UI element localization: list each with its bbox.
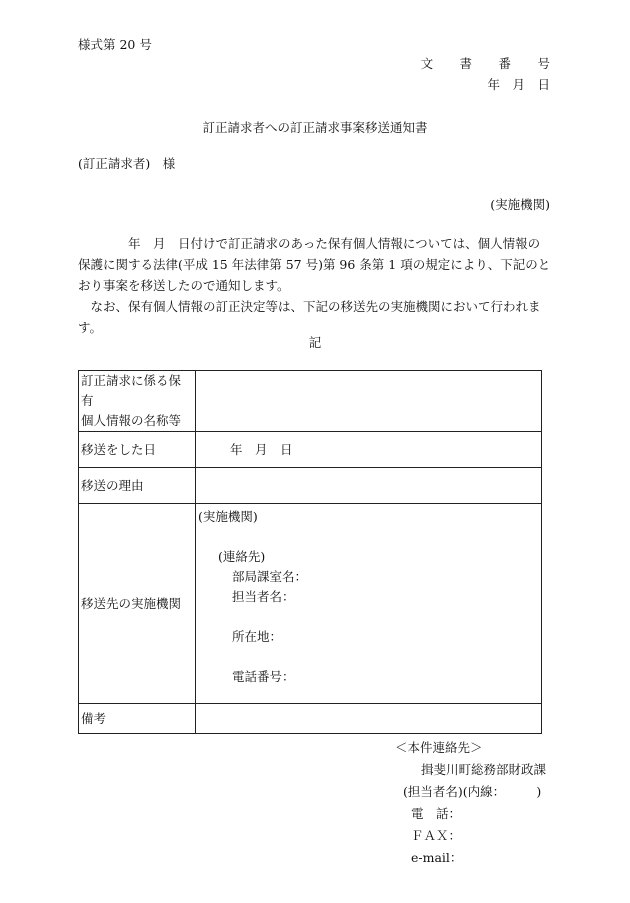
contact-phone: 電 話： (411, 806, 462, 821)
contact-email: e-mail： (411, 850, 463, 865)
row3-label: 移送の理由 (79, 468, 196, 504)
row1-value-cell (196, 371, 542, 432)
table-row (79, 704, 542, 734)
document-title: 訂正請求者への訂正請求事案移送通知書 (202, 120, 428, 135)
recipient: (訂正請求者) 様 (78, 156, 176, 171)
table-row (79, 504, 542, 704)
transfer-table (78, 370, 542, 734)
table-row (79, 432, 542, 468)
row1-label-line2: 個人情報の名称等 (81, 413, 182, 428)
row4-address: 所在地： (232, 629, 283, 644)
row2-value: 年 月 日 (230, 441, 293, 457)
body-paragraph-2: なお、保有個人情報の訂正決定等は、下記の移送先の実施機関において行われます。 (78, 299, 541, 335)
body-text (78, 233, 552, 338)
body-paragraph-1: 年 月 日付けで訂正請求のあった保有個人情報については、個人情報の保護に関する法律(平成 15 年法律第 57 号)第 96 条第 1 項の規定により、下記のとおり事案を移送したので通知します。 (78, 236, 551, 293)
row1-label-line1: 訂正請求に係る保有 (81, 373, 182, 408)
row4-label: 移送先の実施機関 (79, 504, 196, 704)
row3-value-cell (196, 468, 542, 504)
ki-heading: 記 (308, 335, 322, 350)
contact-block (395, 737, 565, 869)
contact-header: ＜本件連絡先＞ (395, 740, 483, 755)
row4-department: 部局課室名： (232, 569, 308, 584)
row2-value-cell (196, 432, 542, 468)
row5-value-cell (196, 704, 542, 734)
row4-person: 担当者名： (232, 589, 295, 604)
row4-phone: 電話番号： (232, 669, 295, 684)
contact-person-ext: (担当者名)(内線： ) (403, 784, 542, 799)
date-label: 年 月 日 (487, 77, 550, 92)
row4-agency: (実施機関) (198, 509, 258, 524)
form-number: 様式第 20 号 (78, 37, 152, 52)
table-row (79, 371, 542, 432)
row2-label: 移送をした日 (79, 432, 196, 468)
row4-contact-header: (連絡先) (218, 549, 266, 564)
row4-value-cell (196, 504, 542, 704)
table-row (79, 468, 542, 504)
contact-office: 揖斐川町総務部財政課 (421, 762, 547, 777)
issuing-agency: (実施機関) (490, 197, 550, 212)
row5-label: 備考 (79, 704, 196, 734)
contact-fax: ＦＡＸ： (411, 828, 462, 843)
table-label-cell (79, 371, 196, 432)
document-number-label: 文 書 番 号 (420, 56, 562, 71)
